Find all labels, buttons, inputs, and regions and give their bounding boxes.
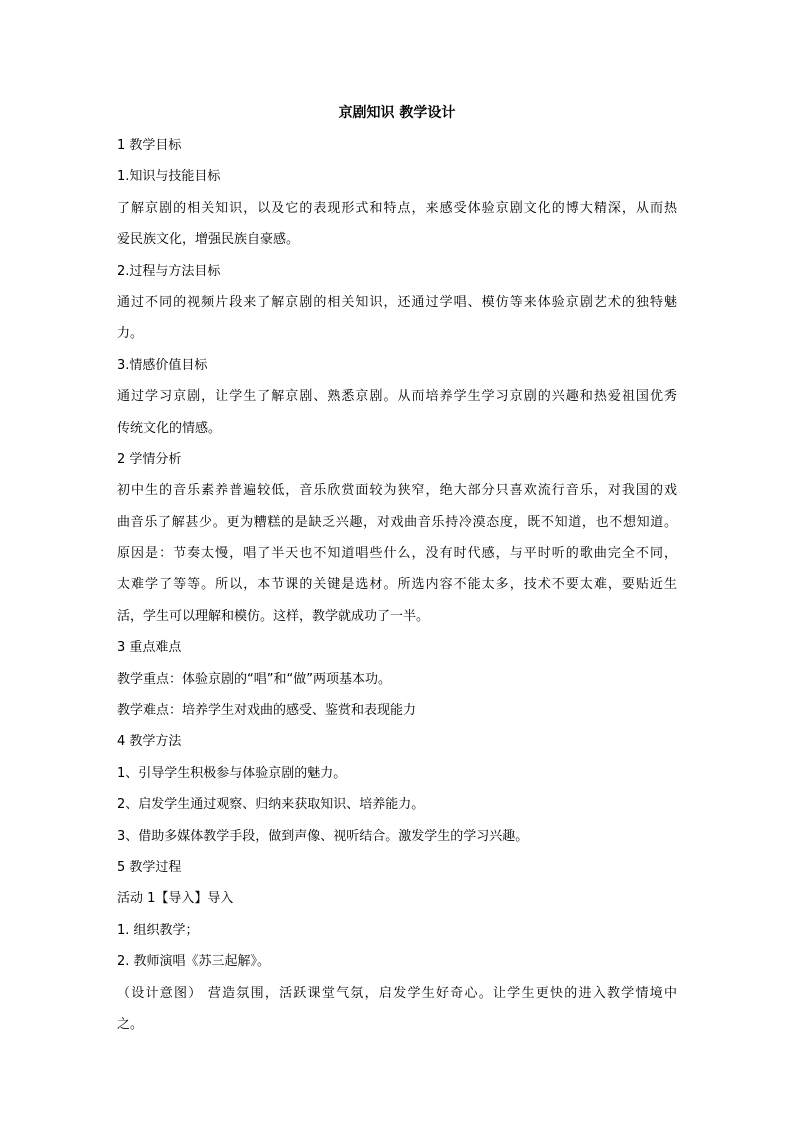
document-body — [117, 130, 677, 1040]
subsection-heading: 2.过程与方法目标 — [117, 263, 221, 279]
list-item: 2. 教师演唱《苏三起解》。 — [117, 954, 271, 970]
paragraph-line: 教学难点：培养学生对戏曲的感受、鉴赏和表现能力 — [117, 703, 417, 719]
paragraph-line: 通过学习京剧，让学生了解京剧、熟悉京剧。从而培养学生学习京剧的兴趣和热爱祖国优秀 — [117, 389, 677, 405]
section-heading: 3 重点难点 — [117, 640, 182, 656]
paragraph-line: 活，学生可以理解和模仿。这样，教学就成功了一半。 — [117, 608, 430, 624]
paragraph-line: 之。 — [117, 1016, 144, 1032]
paragraph-line: 通过不同的视频片段来了解京剧的相关知识，还通过学唱、模仿等来体验京剧艺术的独特魅 — [117, 294, 677, 310]
list-item: 3、借助多媒体教学手段，做到声像、视听结合。激发学生的学习兴趣。 — [117, 828, 529, 844]
subsection-heading: 3.情感价值目标 — [117, 357, 208, 373]
paragraph-line: （设计意图） 营造氛围，活跃课堂气氛，启发学生好奇心。让学生更快的进入教学情境中 — [117, 985, 677, 1001]
section-heading: 1 教学目标 — [117, 138, 182, 153]
list-item: 1. 组织教学； — [117, 922, 199, 938]
paragraph-line: 曲音乐了解甚少。更为糟糕的是缺乏兴趣，对戏曲音乐持冷漠态度，既不知道，也不想知道。 — [117, 514, 677, 530]
paragraph-line: 初中生的音乐素养普遍较低，音乐欣赏面较为狭窄，绝大部分只喜欢流行音乐，对我国的戏 — [117, 483, 677, 499]
document-title: 京剧知识 教学设计 — [338, 105, 456, 121]
section-heading: 4 教学方法 — [117, 734, 182, 750]
subsection-heading: 1.知识与技能目标 — [117, 169, 221, 185]
paragraph-line: 了解京剧的相关知识，以及它的表现形式和特点，来感受体验京剧文化的博大精深，从而热 — [117, 200, 677, 216]
list-item: 2、启发学生通过观察、归纳来获取知识、培养能力。 — [117, 797, 425, 813]
list-item: 1、引导学生积极参与体验京剧的魅力。 — [117, 765, 347, 781]
section-heading: 2 学情分析 — [117, 451, 182, 467]
section-heading: 5 教学过程 — [117, 859, 182, 875]
paragraph-line: 力。 — [117, 326, 144, 342]
paragraph-line: 原因是：节奏太慢，唱了半天也不知道唱些什么，没有时代感，与平时听的歌曲完全不同， — [117, 546, 677, 562]
paragraph-line: 传统文化的情感。 — [117, 420, 222, 436]
paragraph-line: 教学重点：体验京剧的“唱”和“做”两项基本功。 — [117, 671, 391, 687]
paragraph-line: 太难学了等等。所以，本节课的关键是选材。所选内容不能太多，技术不要太难，要贴近生 — [117, 577, 677, 593]
activity-heading: 活动 1【导入】导入 — [117, 891, 234, 907]
paragraph-line: 爱民族文化，增强民族自豪感。 — [117, 232, 300, 248]
